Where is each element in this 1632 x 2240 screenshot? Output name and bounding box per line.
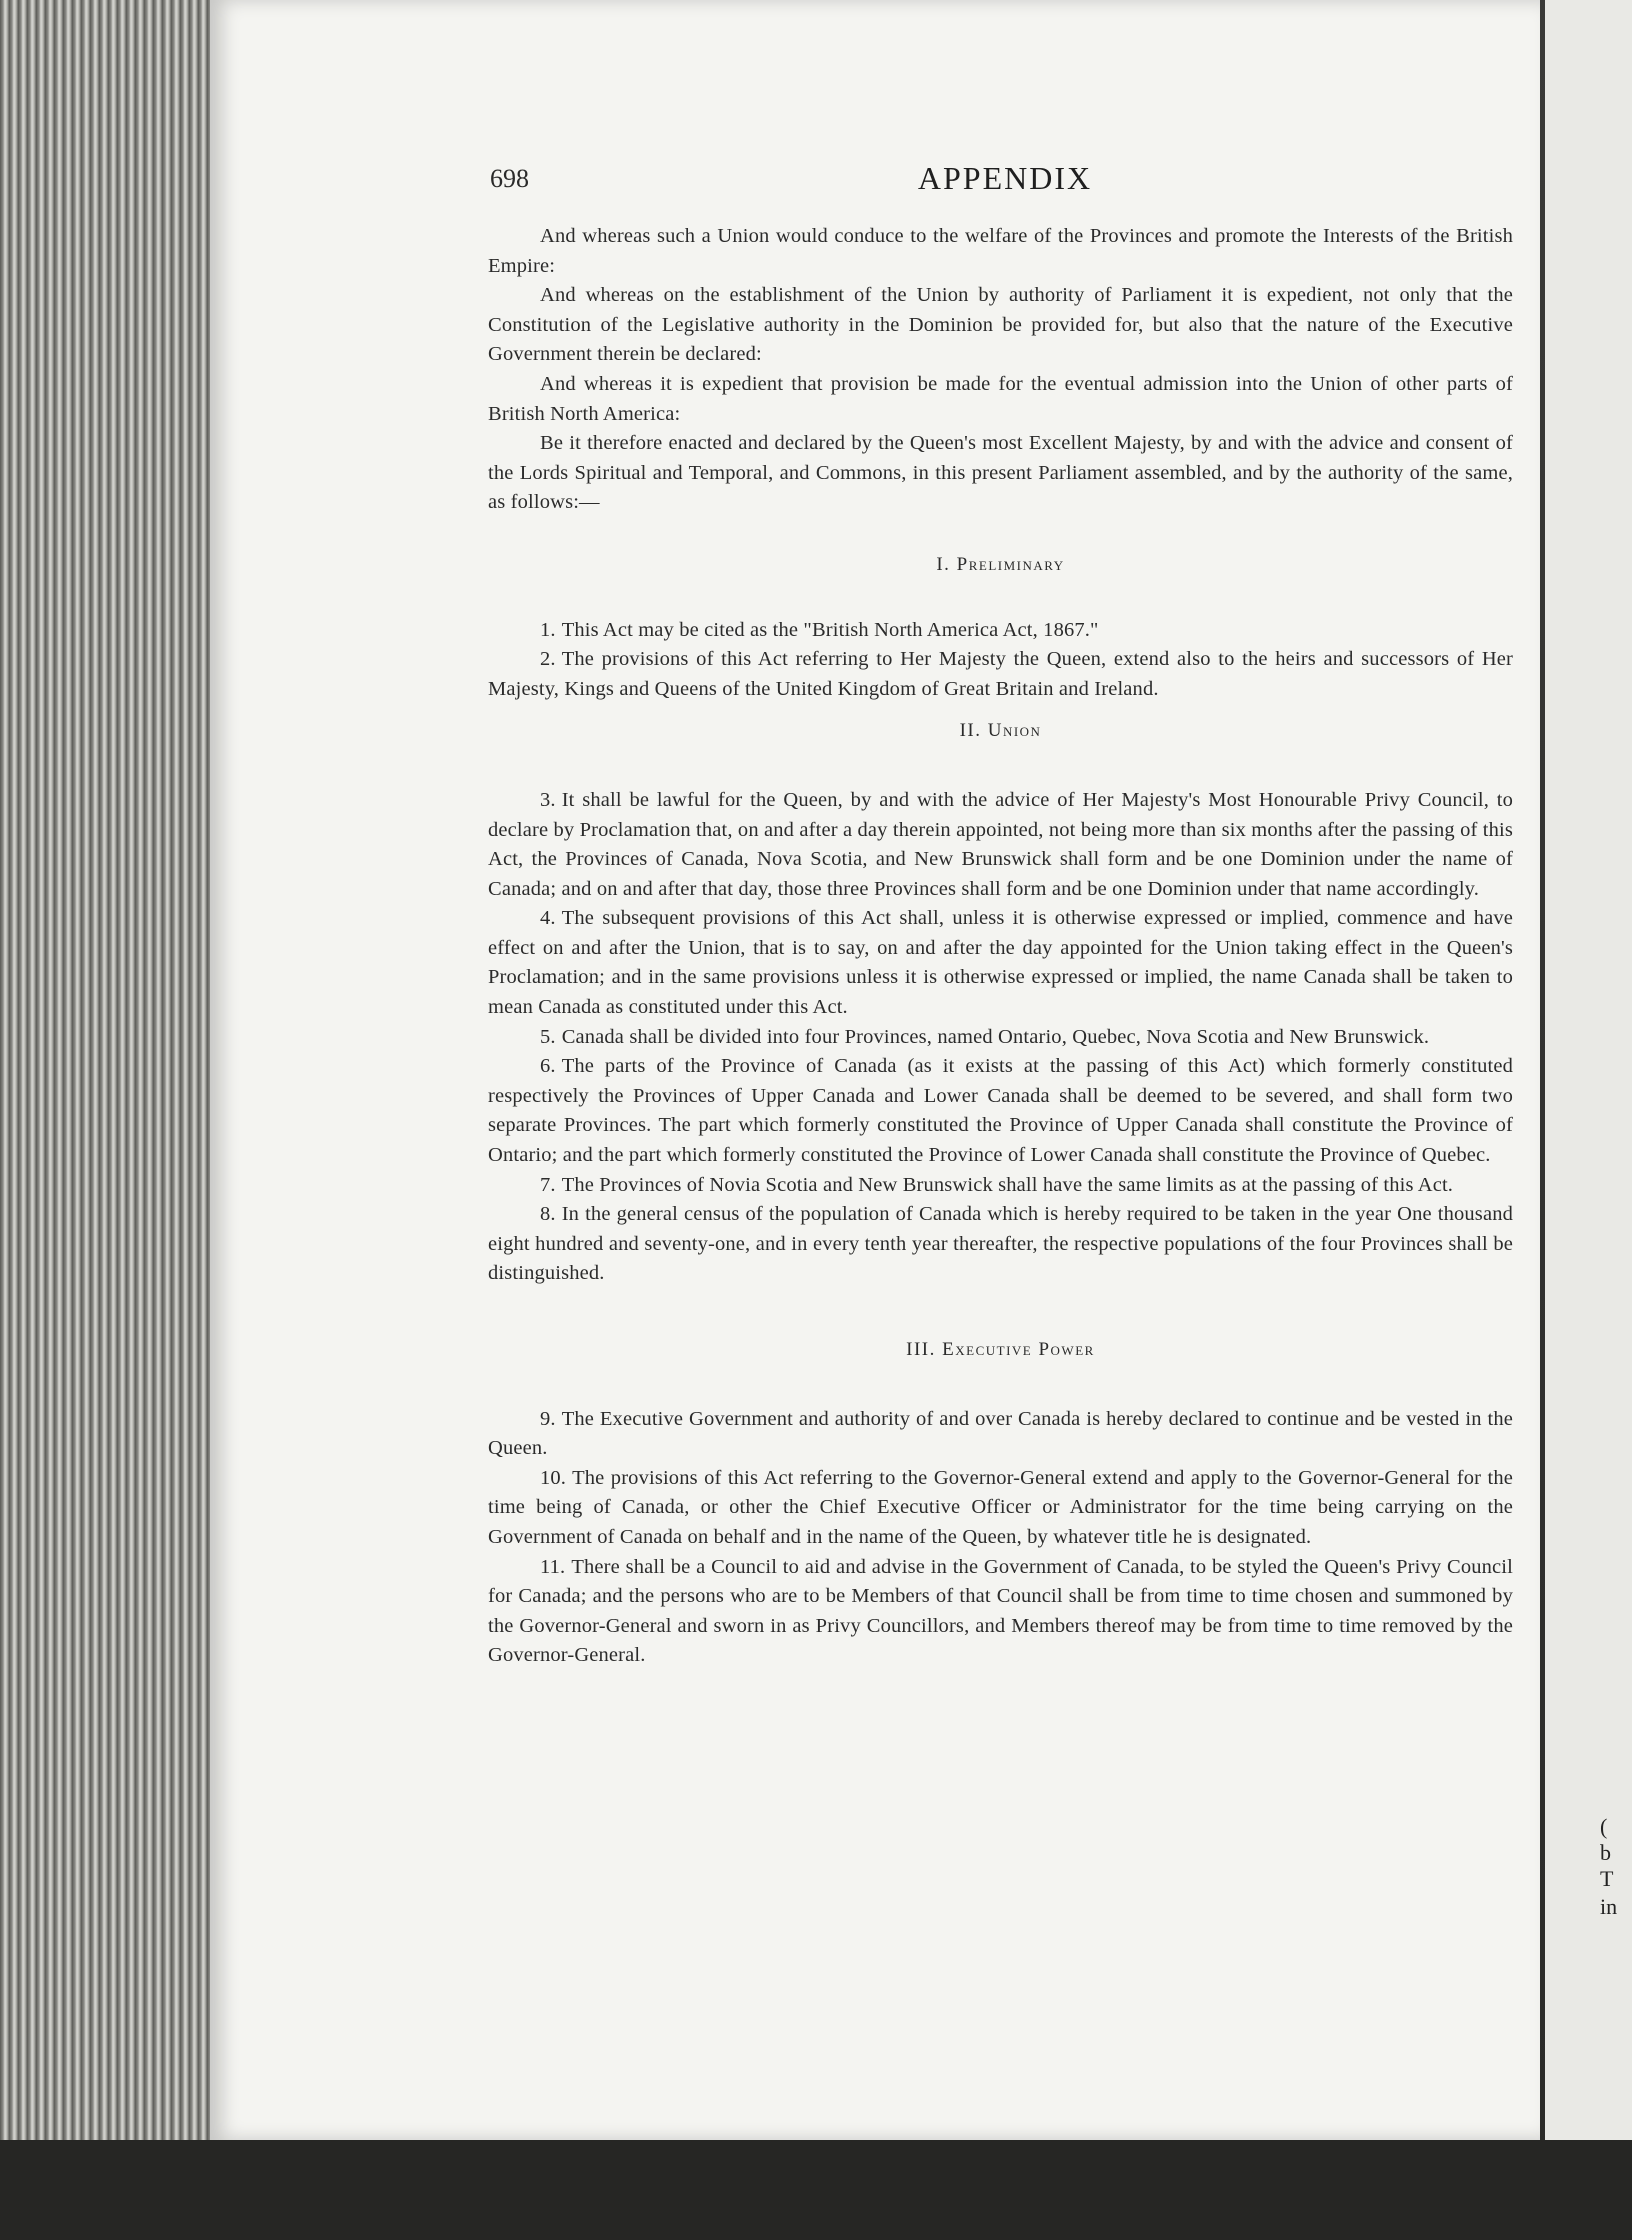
facing-page-fragment: in [1600,1894,1618,1919]
clause-text: The Provinces of Novia Scotia and New Brunswick shall have the same limits as at the passing of this Act. [561,1173,1454,1196]
clause [488,616,1513,646]
clause-text: Canada shall be divided into four Provinces, named Ontario, Quebec, Nova Scotia and New Brunswick. [561,1025,1430,1048]
clause-number: 7. [540,1173,556,1196]
clause-text: The subsequent provisions of this Act shall, unless it is otherwise expressed or implied, commence and have effect on and after the Union, that is to say, on and after the day appointed for the Union taking effect in the Queen's Proclamation; and in the same provisions unless it is otherwise expressed or implied, the name Canada shall be taken to mean Canada as constituted under this Act. [488,907,1513,1019]
clause [488,1023,1513,1053]
bottom-shadow [0,2140,1632,2240]
clause [488,1464,1513,1553]
clause [488,645,1513,704]
clause-number: 5. [540,1025,556,1048]
clause [488,786,1513,904]
preamble-paragraph: And whereas on the establishment of the Union by authority of Parliament it is expedient, not only that the Constitution of the Legislative authority in the Dominion be provided for, but also that the nature of the Executive Government therein be declared: [488,284,1513,366]
clause-text: The Executive Government and authority of and over Canada is hereby declared to continue and be vested in the Queen. [488,1407,1513,1460]
section-heading-executive-power: III. Executive Power [906,1339,1095,1360]
clause [488,1052,1513,1170]
clause [488,904,1513,1022]
clause-text: The parts of the Province of Canada (as it exists at the passing of this Act) which formerly constituted respectively the Provinces of Upper Canada and Lower Canada shall be deemed to be severed, and shall form two separate Provinces. The part which formerly constituted the Province of Upper Canada shall constitute the Province of Ontario; and the part which formerly constituted the Province of Lower Canada shall constitute the Province of Quebec. [488,1055,1513,1167]
clause-number: 2. [540,648,556,671]
page-body [488,222,1513,1671]
page-number: 698 [490,164,529,193]
book-page-edges [0,0,220,2240]
clause-number: 8. [540,1203,556,1226]
page-header [490,160,1520,200]
clause-number: 3. [540,788,556,811]
facing-page-fragment: T [1600,1866,1614,1891]
clause [488,1200,1513,1289]
clause-text: The provisions of this Act referring to Her Majesty the Queen, extend also to the heirs and successors of Her Majesty, Kings and Queens of the United Kingdom of Great Britain and Ireland. [488,648,1513,700]
clause-number: 9. [540,1407,556,1430]
clause-text: The provisions of this Act referring to the Governor-General extend and apply to the Governor-General for the time being of Canada, or other the Chief Executive Officer or Administrator for the time being carrying on the Government of Canada on behalf and in the name of the Queen, by whatever title he is designated. [488,1466,1513,1548]
section-heading-union: II. Union [959,720,1042,742]
clause [488,1405,1513,1464]
clause [488,1553,1513,1671]
clause-number: 4. [540,907,556,930]
clause-text: In the general census of the population of Canada which is hereby required to be taken in the year One thousand eight hundred and seventy-one, and in every tenth year thereafter, the respective populations of the four Provinces shall be distinguished. [488,1203,1513,1285]
section-heading-preliminary: I. Preliminary [936,553,1065,575]
clause [488,1171,1513,1201]
clause-number: 10. [540,1466,567,1489]
clause-text: There shall be a Council to aid and advise in the Government of Canada, to be styled the Queen's Privy Council for Canada; and the persons who are to be Members of that Council shall be from time to time chosen and summoned by the Governor-General and sworn in as Privy Councillors, and Members thereof may be from time to time removed by the Governor-General. [488,1555,1513,1667]
clause-number: 11. [540,1555,566,1578]
preamble-paragraph: And whereas such a Union would conduce to the welfare of the Provinces and promote the Interests of the British Empire: [488,225,1513,277]
preamble-paragraph: Be it therefore enacted and declared by the Queen's most Excellent Majesty, by and with the advice and consent of the Lords Spiritual and Temporal, and Commons, in this present Parliament assembled, and by the authority of the same, as follows:— [488,432,1513,514]
clause-number: 1. [540,618,556,641]
running-title: APPENDIX [917,160,1093,196]
clause-number: 6. [540,1055,556,1078]
facing-page-fragment: b [1600,1840,1611,1865]
facing-page-fragment: ( [1600,1814,1608,1839]
preamble-paragraph: And whereas it is expedient that provision be made for the eventual admission into the Union of other parts of British North America: [488,372,1513,425]
facing-page-strip [1545,0,1632,2240]
clause-text: It shall be lawful for the Queen, by and with the advice of Her Majesty's Most Honourable Privy Council, to declare by Proclamation that, on and after a day therein appointed, not being more than six months after the passing of this Act, the Provinces of Canada, Nova Scotia, and New Brunswick shall form and be one Dominion under the name of Canada; and on and after that day, those three Provinces shall form and be one Dominion under that name accordingly. [488,788,1513,900]
clause-text: This Act may be cited as the "British North America Act, 1867." [561,618,1099,641]
